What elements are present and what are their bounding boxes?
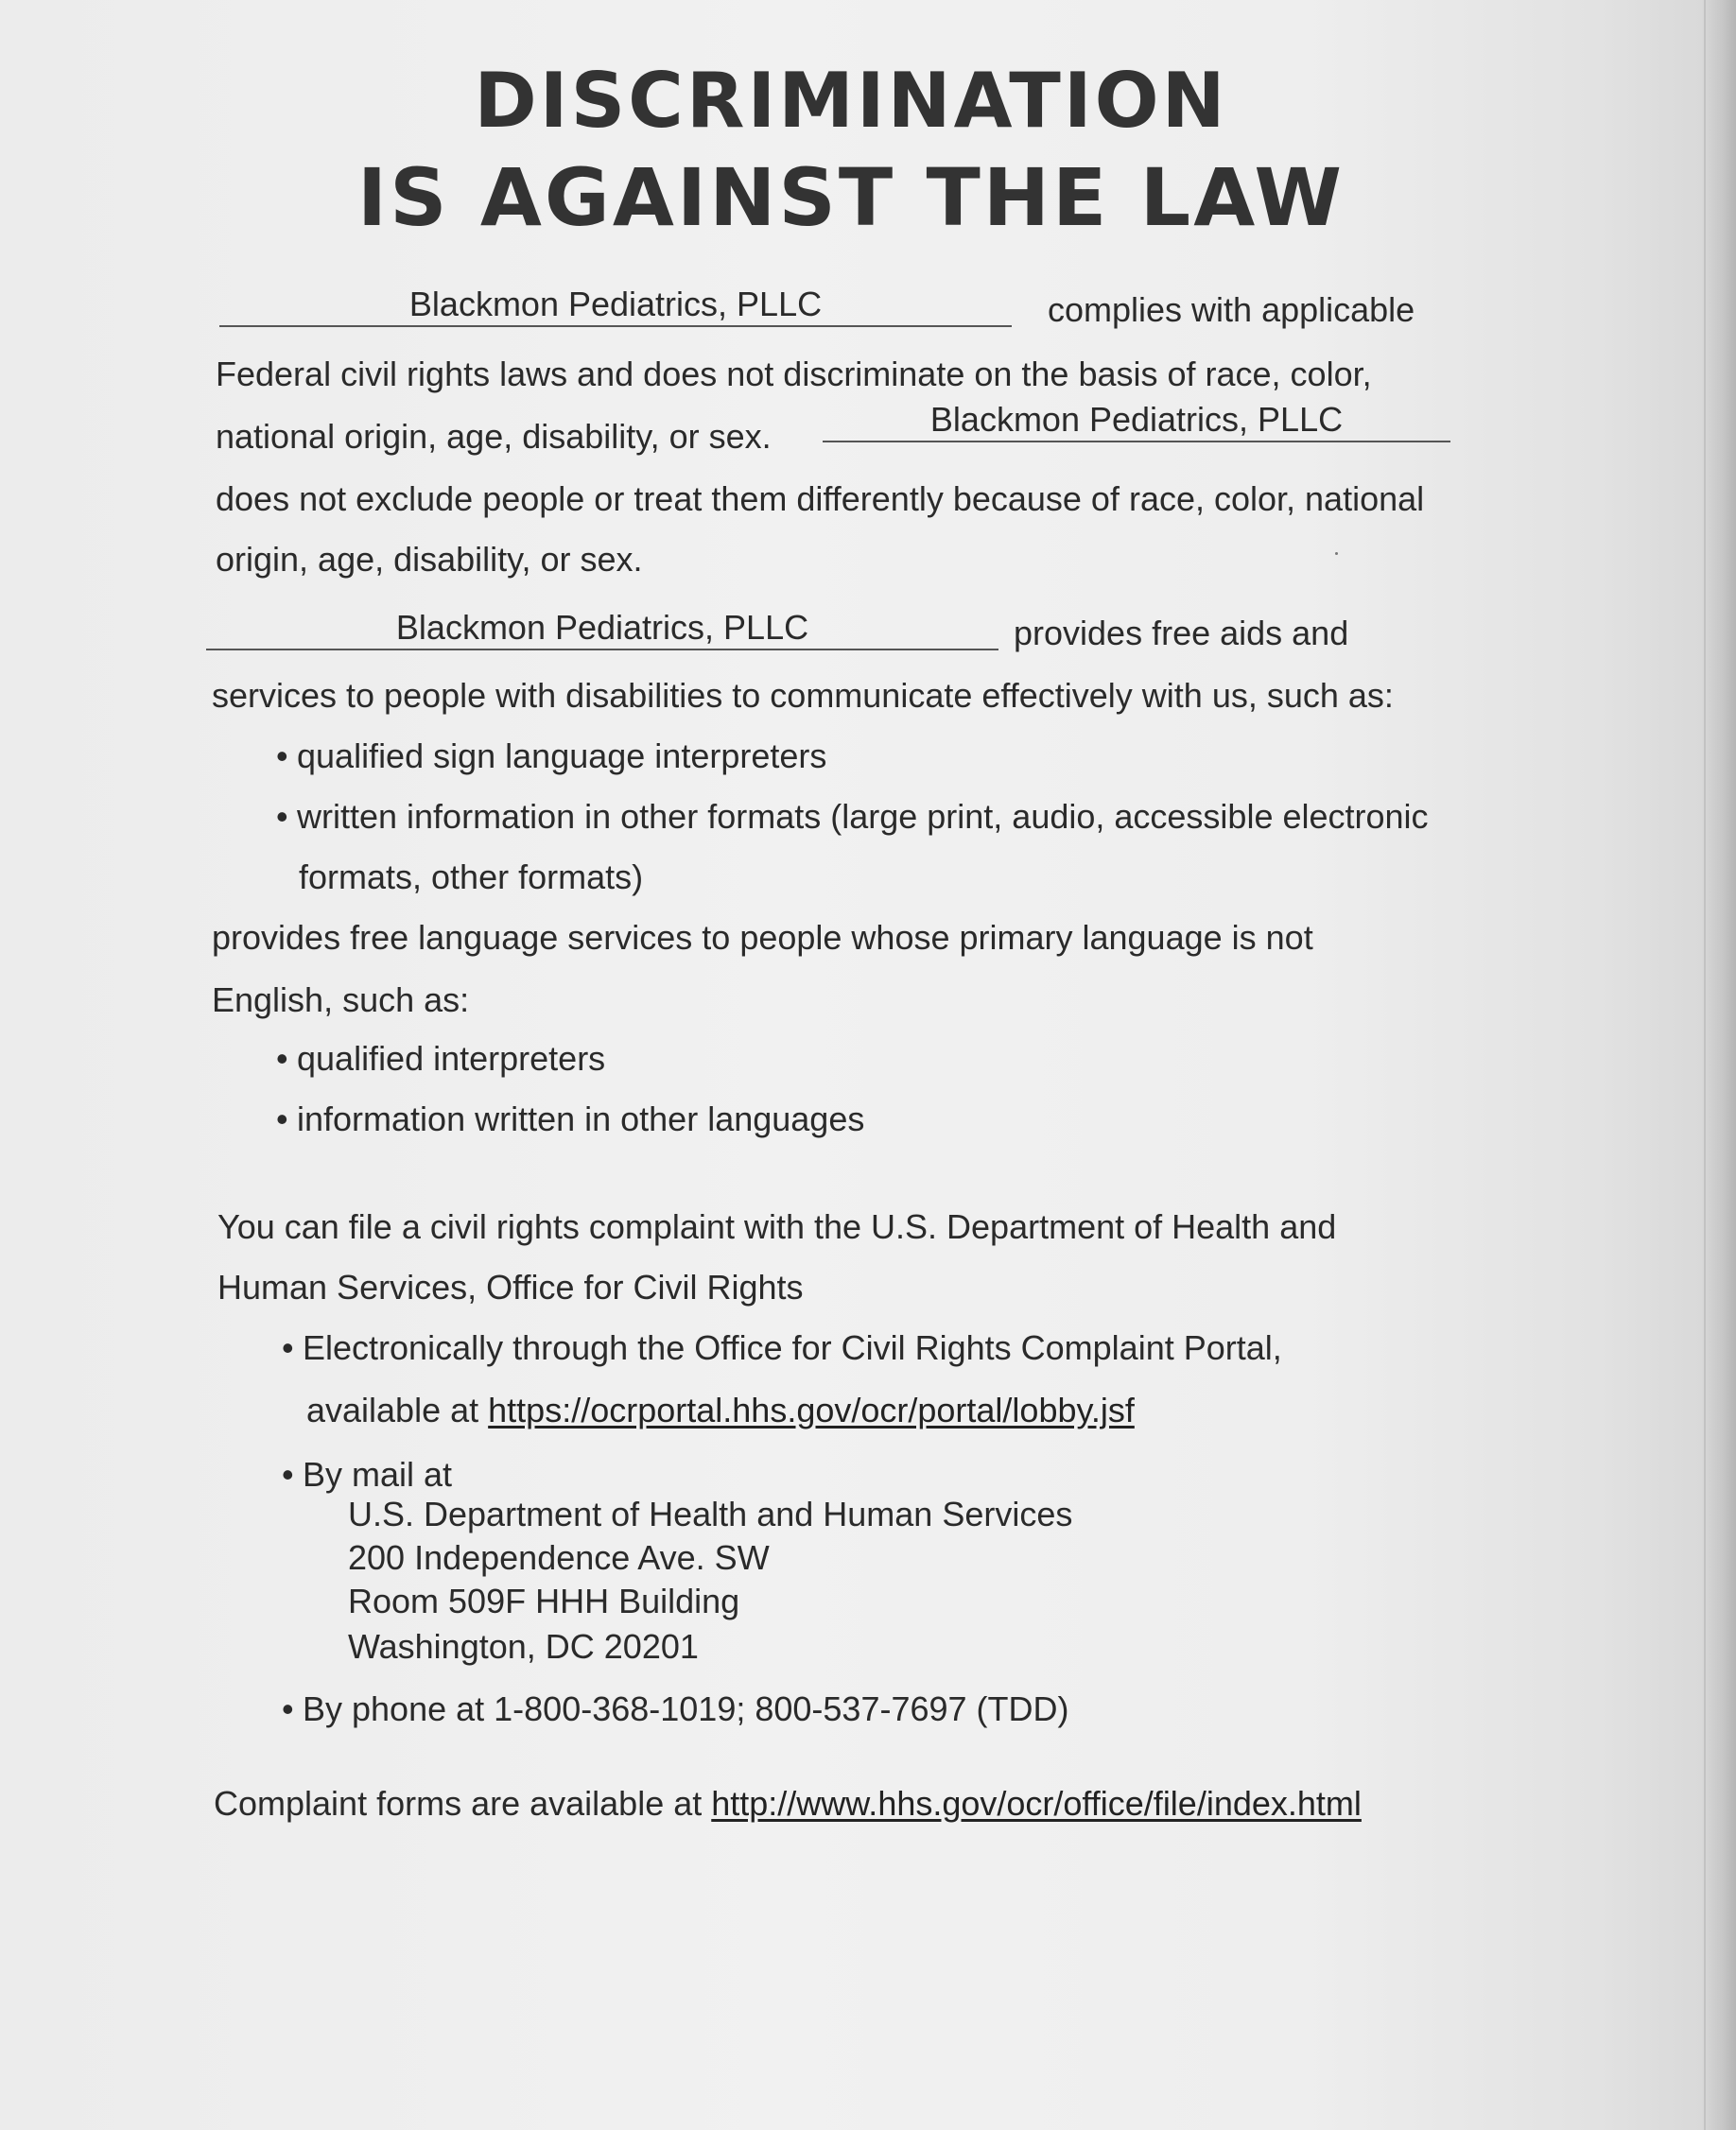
bullet-icon: • bbox=[276, 736, 288, 775]
paper-speck bbox=[1335, 552, 1338, 555]
address-line: Washington, DC 20201 bbox=[348, 1627, 699, 1666]
list-item: • information written in other languages bbox=[276, 1100, 865, 1138]
page-edge-line bbox=[1704, 0, 1706, 2130]
para1-line4: does not exclude people or treat them differently because of race, color, national bbox=[216, 479, 1425, 518]
bullet-icon: • bbox=[276, 797, 288, 836]
list-item: • written information in other formats (large print, audio, accessible electronic bbox=[276, 797, 1429, 836]
page-edge-shadow bbox=[1702, 0, 1736, 2130]
title-line-2: IS AGAINST THE LAW bbox=[356, 151, 1345, 244]
para1-line1: complies with applicable bbox=[1048, 290, 1415, 329]
portal-link[interactable]: https://ocrportal.hhs.gov/ocr/portal/lobby.jsf bbox=[488, 1391, 1135, 1429]
complaint-forms-line: Complaint forms are available at http://www.hhs.gov/ocr/office/file/index.html bbox=[214, 1784, 1362, 1823]
list-item: • qualified interpreters bbox=[276, 1039, 606, 1078]
bullet-icon: • bbox=[276, 1039, 288, 1078]
para1-line3: national origin, age, disability, or sex. bbox=[216, 417, 772, 456]
list-item: • qualified sign language interpreters bbox=[276, 736, 827, 775]
language-services-line1: provides free language services to people whose primary language is not bbox=[212, 918, 1313, 957]
complaint-phone-item: • By phone at 1-800-368-1019; 800-537-7697 (TDD) bbox=[282, 1689, 1069, 1728]
list-item-continuation: formats, other formats) bbox=[299, 857, 644, 896]
forms-link[interactable]: http://www.hhs.gov/ocr/office/file/index.html bbox=[711, 1784, 1362, 1823]
entity-name-blank-2: Blackmon Pediatrics, PLLC bbox=[823, 399, 1450, 442]
complaint-line1: You can file a civil rights complaint with the U.S. Department of Health and bbox=[217, 1207, 1337, 1246]
address-line: 200 Independence Ave. SW bbox=[348, 1538, 770, 1577]
bullet-icon: • bbox=[276, 1100, 288, 1138]
para2-line1: provides free aids and bbox=[1014, 614, 1349, 652]
para2-line2: services to people with disabilities to communicate effectively with us, such as: bbox=[212, 676, 1394, 715]
address-line: Room 509F HHH Building bbox=[348, 1582, 740, 1620]
para1-line2: Federal civil rights laws and does not discriminate on the basis of race, color, bbox=[216, 355, 1372, 393]
language-services-line2: English, such as: bbox=[212, 980, 470, 1019]
complaint-electronic-item: • Electronically through the Office for Civil Rights Complaint Portal, bbox=[282, 1328, 1282, 1367]
title-line-1: DISCRIMINATION bbox=[474, 57, 1228, 145]
complaint-portal-line: available at https://ocrportal.hhs.gov/ocr/portal/lobby.jsf bbox=[306, 1391, 1135, 1429]
bullet-icon: • bbox=[282, 1689, 294, 1728]
entity-name-blank-1: Blackmon Pediatrics, PLLC bbox=[219, 284, 1012, 327]
bullet-icon: • bbox=[282, 1455, 294, 1494]
complaint-mail-item: • By mail at bbox=[282, 1455, 453, 1494]
address-line: U.S. Department of Health and Human Services bbox=[348, 1495, 1073, 1533]
complaint-line2: Human Services, Office for Civil Rights bbox=[217, 1268, 804, 1307]
bullet-icon: • bbox=[282, 1328, 294, 1367]
entity-name-blank-3: Blackmon Pediatrics, PLLC bbox=[206, 607, 998, 650]
para1-line5: origin, age, disability, or sex. bbox=[216, 540, 643, 579]
